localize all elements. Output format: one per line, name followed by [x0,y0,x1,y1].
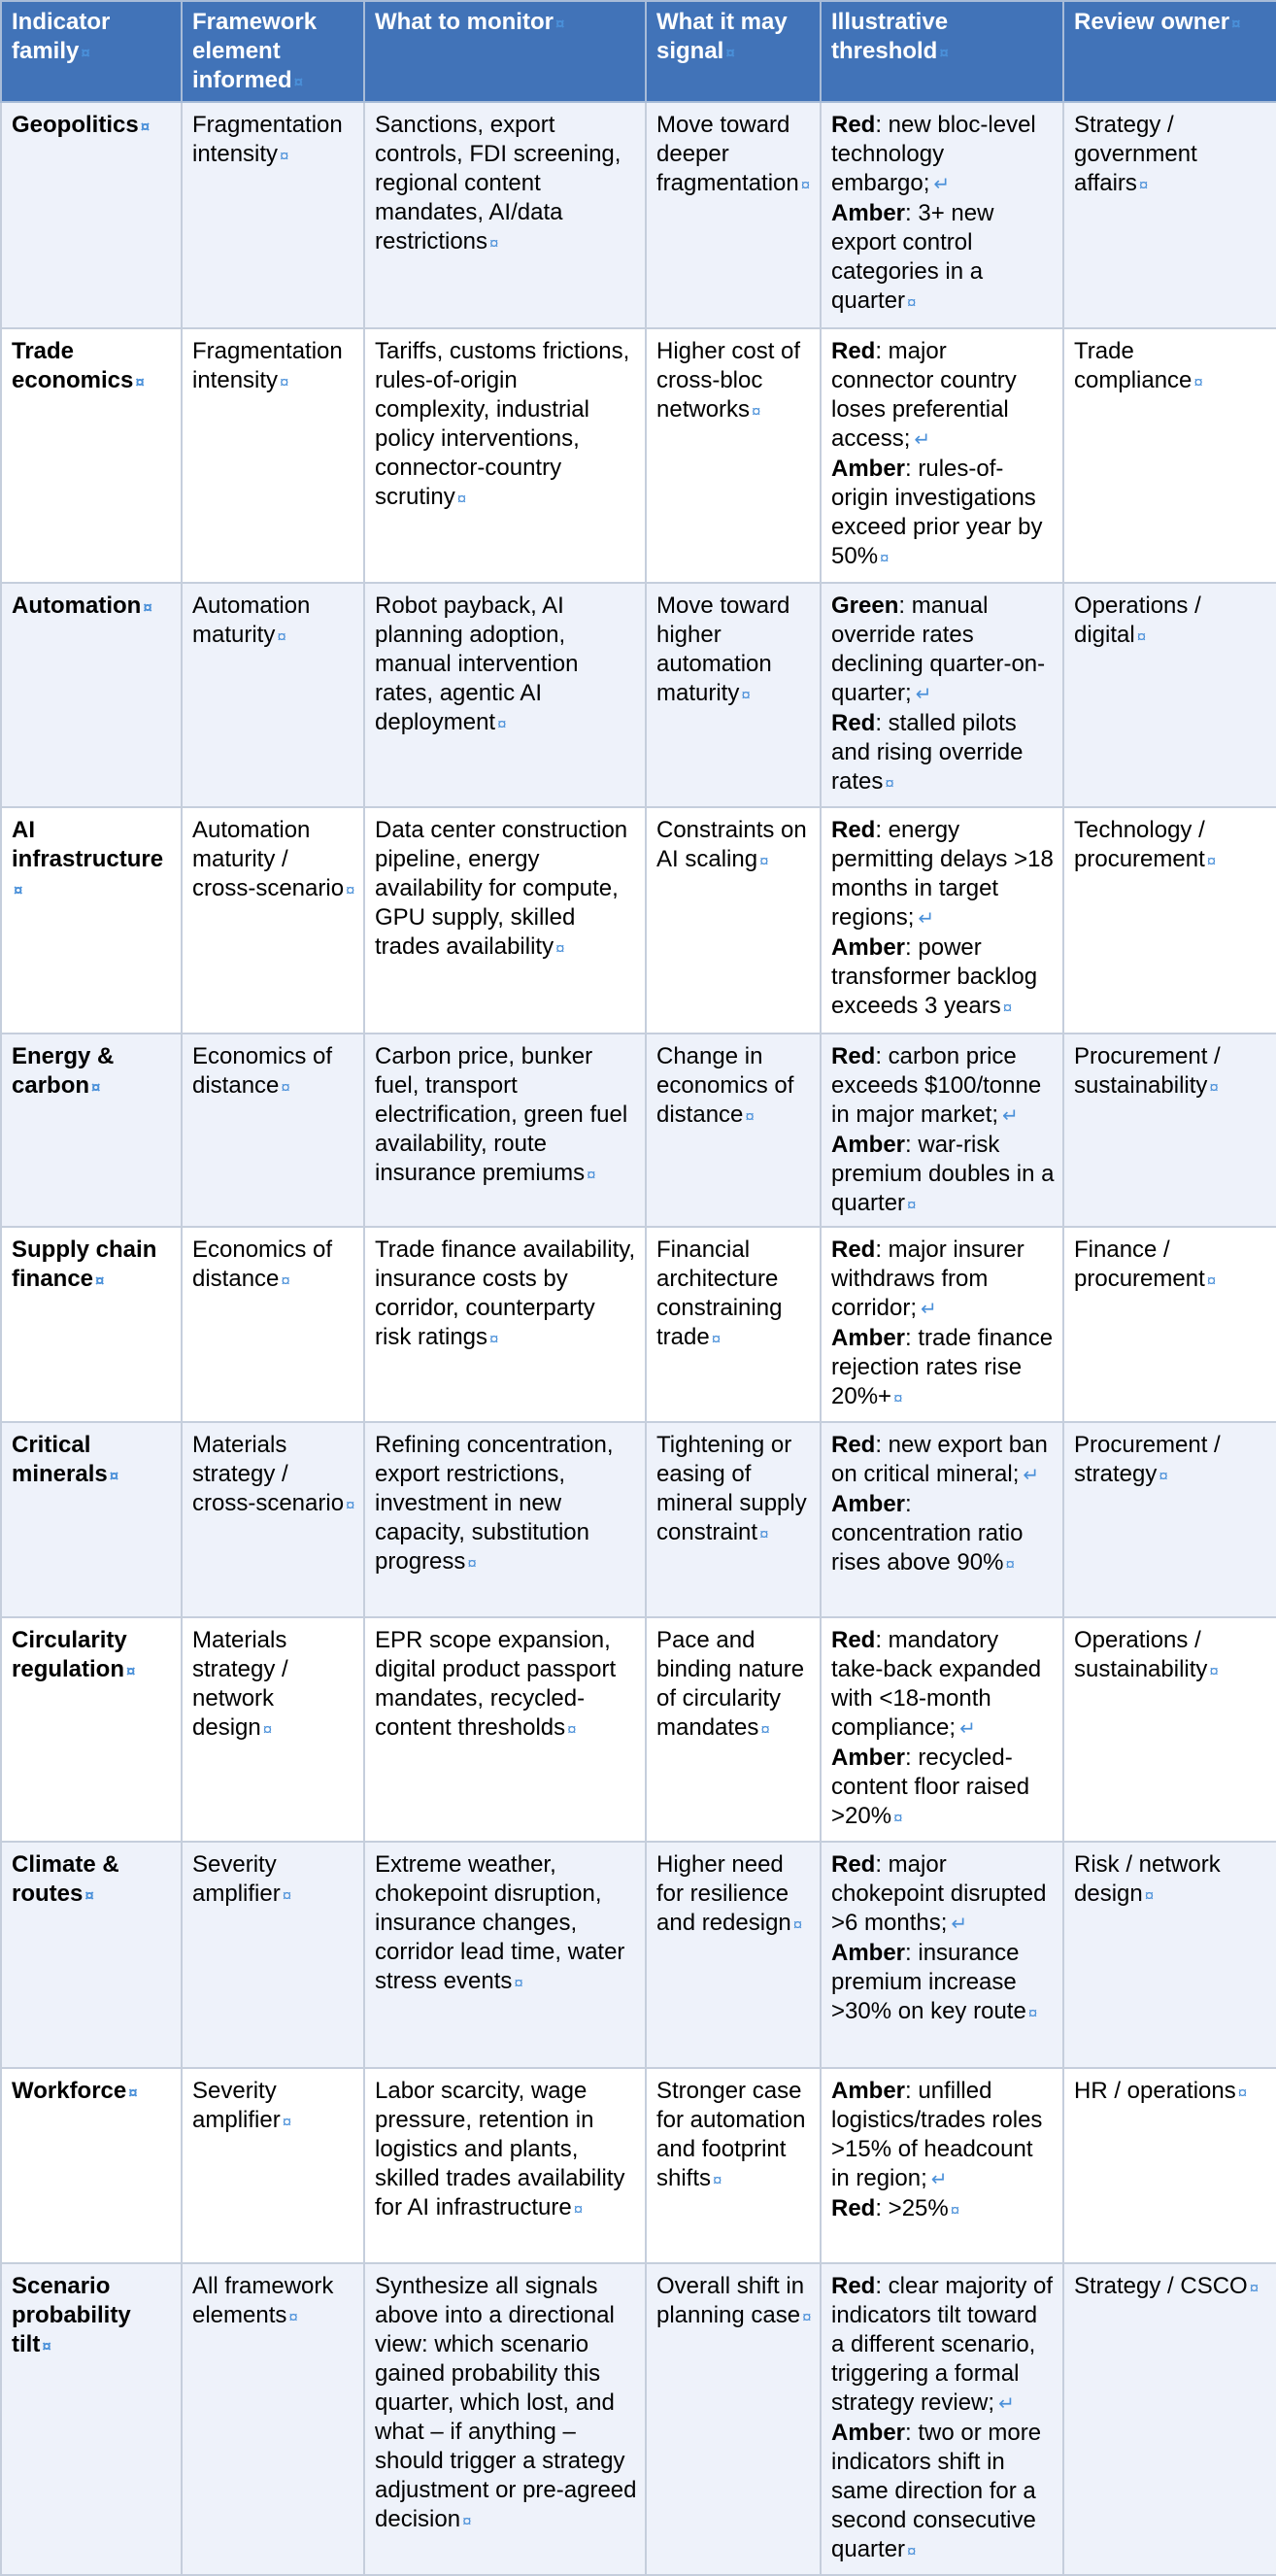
what-to-monitor-cell: Tariffs, customs frictions, rules-of-origin complexity, industrial policy interventions, connector-country scrutiny ¤ [364,328,646,582]
threshold-line: Amber: concentration ratio rises above 90% ¤ [831,1491,1024,1576]
review-owner-cell: Strategy / CSCO ¤ [1063,2263,1276,2575]
what-to-monitor-cell: Robot payback, AI planning adoption, manual intervention rates, agentic AI deployment ¤ [364,583,646,807]
what-to-monitor-cell: EPR scope expansion, digital product passport mandates, recycled-content thresholds ¤ [364,1617,646,1842]
review-owner-cell: Trade compliance ¤ [1063,328,1276,582]
table-row [1,102,1276,328]
threshold-cell [821,1227,1063,1422]
indicator-family-cell: Energy & carbon ¤ [1,1034,182,1228]
indicator-family-cell: Climate & routes ¤ [1,1842,182,2068]
what-it-may-signal-cell: Move toward deeper fragmentation ¤ [646,102,821,328]
threshold-line: Red: carbon price exceeds $100/tonne in major market; ↵ [831,1042,1042,1128]
threshold-level: Amber [831,200,906,226]
what-it-may-signal-cell: Change in economics of distance ¤ [646,1034,821,1228]
review-owner-cell: Operations / sustainability ¤ [1063,1617,1276,1842]
threshold-line: Red: major chokepoint disrupted >6 months; ↵ [831,1850,1047,1936]
threshold-level: Amber [831,1325,906,1352]
indicator-family-cell: Workforce ¤ [1,2068,182,2263]
threshold-level: Red [831,709,876,736]
what-to-monitor-cell: Sanctions, export controls, FDI screening, regional content mandates, AI/data restrictions ¤ [364,102,646,328]
threshold-text: : major chokepoint disrupted >6 months; [831,1850,1047,1936]
review-owner-cell: Procurement / sustainability ¤ [1063,1034,1276,1228]
threshold-cell [821,1617,1063,1842]
threshold-text: : recycled-content floor raised >20% [831,1744,1030,1829]
threshold-text: : power transformer backlog exceeds 3 years [831,933,1038,1019]
review-owner-cell: Strategy / government affairs ¤ [1063,102,1276,328]
threshold-text: : new bloc-level technology embargo; [831,112,1036,196]
table-row [1,1422,1276,1617]
threshold-cell [821,2263,1063,2575]
what-to-monitor-cell: Carbon price, bunker fuel, transport electrification, green fuel availability, route insurance premiums ¤ [364,1034,646,1228]
review-owner-cell: Technology / procurement ¤ [1063,807,1276,1034]
threshold-text: : rules-of-origin investigations exceed prior year by 50% [831,456,1043,570]
header-illustrative-threshold: Illustrative threshold ¤ [821,1,1063,102]
what-to-monitor-cell: Refining concentration, export restrictions, investment in new capacity, substitution progress ¤ [364,1422,646,1617]
threshold-text: : insurance premium increase >30% on key route [831,1939,1026,2024]
threshold-level: Amber [831,2077,906,2104]
threshold-text: : carbon price exceeds $100/tonne in major market; [831,1042,1042,1128]
threshold-level: Green [831,592,899,619]
framework-element-cell: Materials strategy / cross-scenario ¤ [182,1422,364,1617]
threshold-level: Amber [831,1131,906,1158]
header-row [1,1,1276,102]
table-row [1,1227,1276,1422]
indicator-family-cell: Geopolitics ¤ [1,102,182,328]
what-it-may-signal-cell: Move toward higher automation maturity ¤ [646,583,821,807]
what-it-may-signal-cell: Financial architecture constraining trade ¤ [646,1227,821,1422]
threshold-cell [821,2068,1063,2263]
threshold-line: Amber: rules-of-origin investigations exceed prior year by 50% ¤ [831,456,1043,570]
what-it-may-signal-cell: Tightening or easing of mineral supply constraint ¤ [646,1422,821,1617]
what-it-may-signal-cell: Pace and binding nature of circularity mandates ¤ [646,1617,821,1842]
threshold-text: : new export ban on critical mineral; [831,1432,1048,1488]
threshold-line: Amber: unfilled logistics/trades roles >15% of headcount in region; ↵ [831,2077,1043,2191]
framework-element-cell: Economics of distance ¤ [182,1034,364,1228]
threshold-text: : concentration ratio rises above 90% [831,1491,1024,1576]
header-framework-element: Framework element informed ¤ [182,1,364,102]
threshold-level: Red [831,1042,876,1069]
threshold-level: Red [831,112,876,138]
framework-element-cell: Fragmentation intensity ¤ [182,328,364,582]
threshold-text: : mandatory take-back expanded with <18-month compliance; [831,1626,1042,1741]
threshold-text: : unfilled logistics/trades roles >15% of headcount in region; [831,2077,1043,2191]
review-owner-cell: Finance / procurement ¤ [1063,1227,1276,1422]
review-owner-cell: HR / operations ¤ [1063,2068,1276,2263]
what-it-may-signal-cell: Overall shift in planning case ¤ [646,2263,821,2575]
what-to-monitor-cell: Data center construction pipeline, energy availability for compute, GPU supply, skilled trades availability ¤ [364,807,646,1034]
indicator-family-cell: Critical minerals ¤ [1,1422,182,1617]
threshold-text: : >25% [875,2194,949,2221]
threshold-level: Red [831,338,876,365]
threshold-level: Amber [831,2419,906,2446]
threshold-level: Red [831,2272,876,2299]
table-row [1,807,1276,1034]
threshold-cell [821,807,1063,1034]
header-what-to-monitor: What to monitor ¤ [364,1,646,102]
review-owner-cell: Operations / digital ¤ [1063,583,1276,807]
indicator-family-cell: AI infrastructure¤ [1,807,182,1034]
threshold-level: Amber [831,1491,906,1518]
indicator-family-cell: Supply chain finance ¤ [1,1227,182,1422]
table-row [1,2263,1276,2575]
threshold-level: Amber [831,933,906,961]
header-review-owner: Review owner ¤ [1063,1,1276,102]
threshold-cell [821,1034,1063,1228]
threshold-cell [821,583,1063,807]
review-owner-cell: Risk / network design ¤ [1063,1842,1276,2068]
threshold-text: : manual override rates declining quarter-on-quarter; [831,592,1046,706]
threshold-level: Red [831,1850,876,1878]
what-to-monitor-cell: Labor scarcity, wage pressure, retention in logistics and plants, skilled trades availability for AI infrastructure ¤ [364,2068,646,2263]
threshold-text: : energy permitting delays >18 months in target regions; [831,816,1054,931]
what-to-monitor-cell: Extreme weather, chokepoint disruption, insurance changes, corridor lead time, water stress events ¤ [364,1842,646,2068]
what-to-monitor-cell: Trade finance availability, insurance costs by corridor, counterparty risk ratings ¤ [364,1227,646,1422]
threshold-level: Red [831,1237,876,1264]
threshold-level: Red [831,2194,876,2221]
threshold-line: Red: clear majority of indicators tilt toward a different scenario, triggering a formal strategy review; ↵ [831,2272,1054,2416]
table-row [1,328,1276,582]
threshold-line: Red: >25% ¤ [831,2194,960,2221]
threshold-line: Red: mandatory take-back expanded with <18-month compliance; ↵ [831,1626,1042,1741]
what-it-may-signal-cell: Higher need for resilience and redesign ¤ [646,1842,821,2068]
header-indicator-family: Indicator family ¤ [1,1,182,102]
what-to-monitor-cell: Synthesize all signals above into a directional view: which scenario gained probability this quarter, which lost, and what – if anything – should trigger a strategy adjustment or pre-agreed decision ¤ [364,2263,646,2575]
framework-element-cell: All framework elements ¤ [182,2263,364,2575]
threshold-line: Amber: war-risk premium doubles in a quarter ¤ [831,1131,1055,1216]
framework-element-cell: Automation maturity / cross-scenario ¤ [182,807,364,1034]
framework-element-cell: Economics of distance ¤ [182,1227,364,1422]
threshold-line: Amber: trade finance rejection rates rise 20%+ ¤ [831,1325,1054,1410]
threshold-line: Amber: insurance premium increase >30% on key route ¤ [831,1939,1038,2024]
threshold-text: : major insurer withdraws from corridor; [831,1237,1024,1322]
framework-element-cell: Materials strategy / network design ¤ [182,1617,364,1842]
table-row [1,583,1276,807]
indicator-family-cell: Circularity regulation ¤ [1,1617,182,1842]
threshold-text: : 3+ new export control categories in a quarter [831,200,994,314]
threshold-text: : major connector country loses preferential access; [831,338,1017,453]
threshold-cell [821,328,1063,582]
framework-element-cell: Automation maturity ¤ [182,583,364,807]
threshold-text: : stalled pilots and rising override rates [831,709,1024,795]
what-it-may-signal-cell: Constraints on AI scaling ¤ [646,807,821,1034]
threshold-level: Amber [831,1744,906,1771]
threshold-text: : war-risk premium doubles in a quarter [831,1131,1055,1216]
threshold-line: Red: new export ban on critical mineral; ↵ [831,1432,1048,1488]
threshold-line: Amber: two or more indicators shift in same direction for a second consecutive quarter ¤ [831,2419,1042,2562]
threshold-line: Red: new bloc-level technology embargo; ↵ [831,112,1036,196]
threshold-level: Amber [831,1939,906,1966]
threshold-line: Red: stalled pilots and rising override rates ¤ [831,709,1024,795]
threshold-level: Red [831,1432,876,1459]
table-body [1,102,1276,2575]
threshold-level: Amber [831,456,906,483]
table-row [1,1034,1276,1228]
header-what-it-may-signal: What it may signal ¤ [646,1,821,102]
table-row [1,1842,1276,2068]
framework-element-cell: Fragmentation intensity ¤ [182,102,364,328]
review-owner-cell: Procurement / strategy ¤ [1063,1422,1276,1617]
threshold-line: Red: major insurer withdraws from corridor; ↵ [831,1237,1024,1322]
threshold-line: Green: manual override rates declining quarter-on-quarter; ↵ [831,592,1046,706]
threshold-line: Amber: power transformer backlog exceeds 3 years ¤ [831,933,1038,1019]
indicator-family-cell: Trade economics ¤ [1,328,182,582]
threshold-cell [821,1842,1063,2068]
table-row [1,2068,1276,2263]
indicator-family-cell: Scenario probability tilt ¤ [1,2263,182,2575]
threshold-line: Amber: 3+ new export control categories in a quarter ¤ [831,200,994,314]
threshold-cell [821,1422,1063,1617]
framework-element-cell: Severity amplifier ¤ [182,1842,364,2068]
framework-element-cell: Severity amplifier ¤ [182,2068,364,2263]
threshold-line: Red: major connector country loses preferential access; ↵ [831,338,1017,453]
indicator-family-cell: Automation ¤ [1,583,182,807]
table-row [1,1617,1276,1842]
threshold-level: Red [831,816,876,843]
threshold-text: : two or more indicators shift in same direction for a second consecutive quarter [831,2419,1042,2562]
threshold-line: Amber: recycled-content floor raised >20% ¤ [831,1744,1030,1829]
threshold-text: : clear majority of indicators tilt toward a different scenario, triggering a formal strategy review; [831,2272,1054,2416]
threshold-cell [821,102,1063,328]
what-it-may-signal-cell: Stronger case for automation and footprint shifts ¤ [646,2068,821,2263]
threshold-text: : trade finance rejection rates rise 20%+ [831,1325,1054,1410]
threshold-line: Red: energy permitting delays >18 months in target regions; ↵ [831,816,1054,931]
threshold-level: Red [831,1626,876,1653]
what-it-may-signal-cell: Higher cost of cross-bloc networks ¤ [646,328,821,582]
